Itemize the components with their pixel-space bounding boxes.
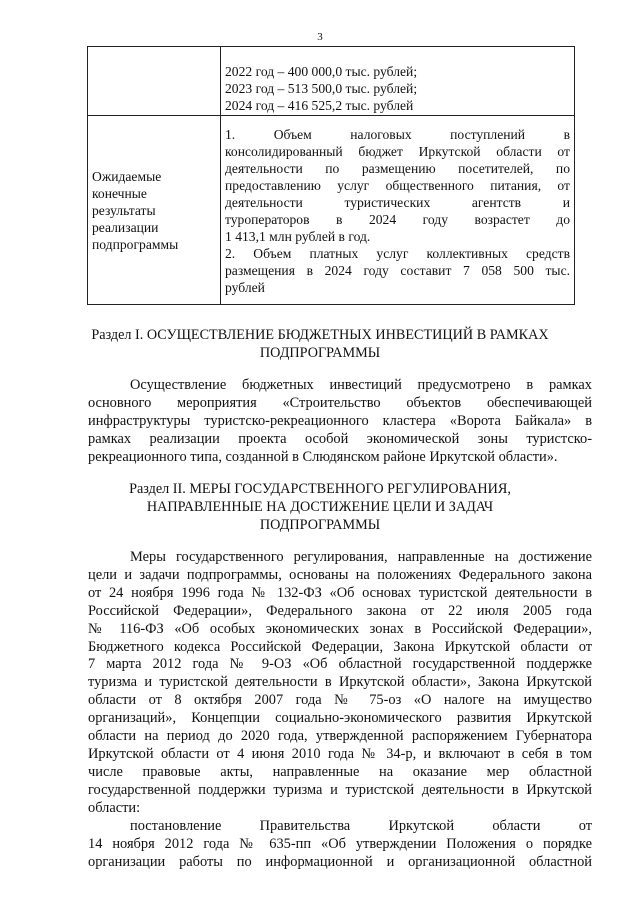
funding-line: 2024 год – 416 525,2 тыс. рублей [225, 98, 414, 113]
section2-paragraph2-line: постановление Правительства Иркутской области от [130, 818, 592, 834]
results-line: 1. Объем налоговых поступлений в [225, 127, 570, 142]
section2-paragraph-line: Меры государственного регулирования, направленные на достижение [130, 549, 592, 565]
section2-title-line: ПОДПРОГРАММЫ [259, 517, 381, 533]
section2-paragraph-line: государственной поддержки туризма и туристской деятельности в Иркутской [88, 781, 592, 798]
section2-paragraph2-line: 14 ноября 2012 года № 635-пп «Об утверждении Положения о порядке [88, 835, 592, 852]
results-label-cell [88, 116, 221, 305]
section2-paragraph2-line: организации работы по информационной и организационной областной [88, 853, 592, 870]
funding-lines [225, 47, 570, 114]
results-label-line: подпрограммы [92, 236, 179, 252]
results-text [225, 116, 570, 304]
section1-paragraph-line: Осуществление бюджетных инвестиций предусмотрено в рамках [130, 377, 592, 393]
results-line: туроператоров в 2024 году возрастет до [225, 212, 570, 227]
section2-paragraph-line: 7 марта 2012 года № 9-ОЗ «Об областной государственной поддержке [88, 656, 592, 673]
section2-title-line: Раздел II. МЕРЫ ГОСУДАРСТВЕННОГО РЕГУЛИРОВАНИЯ, [129, 481, 511, 497]
results-label-line: конечные [92, 185, 147, 201]
results-line: консолидированный бюджет Иркутской области от [225, 144, 570, 159]
section2-paragraph-line: Иркутской области от 4 июня 2010 года № 34-р, и включают в себя в том [88, 745, 592, 762]
section1-paragraph-line: основного мероприятия «Строительство объектов обеспечивающей [88, 394, 592, 411]
results-label-line: реализации [92, 219, 159, 235]
section1-paragraph-line: рекреационного типа, созданной в Слюдянском районе Иркутской области». [88, 448, 558, 465]
section1-title [60, 326, 580, 362]
section2-paragraph-line: Бюджетного кодекса Российской Федерации, Закона Иркутской области от [88, 638, 592, 655]
results-label-line: результаты [92, 202, 156, 218]
section2-paragraph-line: туризма и туристской деятельности в Иркутской области», Закона Иркутской [88, 674, 592, 691]
table-row [88, 47, 575, 116]
section1-title-line: Раздел I. ОСУЩЕСТВЛЕНИЕ БЮДЖЕТНЫХ ИНВЕСТИЦИЙ В РАМКАХ [91, 327, 549, 343]
subprogram-passport-table [87, 46, 575, 305]
section2-title [60, 480, 580, 534]
section2-paragraph [88, 549, 592, 818]
section2-paragraph-line: области от 8 октября 2007 года № 75-оз «О налоге на имущество [88, 692, 592, 709]
results-line: 2. Объем платных услуг коллективных средств [225, 246, 570, 261]
section2-paragraph-line: числе правовые акты, направленные на оказание мер областной [88, 763, 592, 780]
page-number: 3 [317, 31, 323, 43]
results-line: деятельности туристических агентств и [225, 195, 570, 210]
section1-title-line: ПОДПРОГРАММЫ [259, 345, 381, 361]
section2-paragraph-line: № 116-ФЗ «Об особых экономических зонах в Российской Федерации», [88, 620, 592, 637]
section2-paragraph2 [88, 818, 592, 872]
results-line: размещения в 2024 году составит 7 058 500 тыс. [225, 263, 570, 278]
section1-paragraph [88, 377, 592, 467]
section2-title-line: НАПРАВЛЕННЫЕ НА ДОСТИЖЕНИЕ ЦЕЛИ И ЗАДАЧ [146, 499, 494, 515]
table-cell-empty [88, 47, 221, 116]
results-line: 1 413,1 млн рублей в год. [225, 229, 371, 244]
results-line: предоставлению услуг общественного питания, от [225, 178, 570, 193]
section2-paragraph-line: организаций», Концепции социально-экономического развития Иркутской [88, 710, 592, 727]
section2-paragraph-line: от 24 ноября 1996 года № 132-ФЗ «Об основах туристской деятельности в [88, 584, 592, 601]
results-line: деятельности по размещению посетителей, по [225, 161, 570, 176]
section1-paragraph-line: рамках реализации проекта особой экономической зоны туристско- [88, 430, 592, 447]
results-line: рублей [225, 280, 265, 295]
funding-line: 2023 год – 513 500,0 тыс. рублей; [225, 81, 418, 96]
funding-line: 2022 год – 400 000,0 тыс. рублей; [225, 64, 418, 79]
section2-paragraph-line: Российской Федерации», Федерального закона от 22 июля 2005 года [88, 602, 592, 619]
table-row [88, 116, 575, 305]
funding-cell [221, 47, 575, 116]
results-cell [221, 116, 575, 305]
section2-paragraph-line: области: [88, 799, 141, 816]
section2-paragraph-line: области на период до 2020 года, утвержденной распоряжением Губернатора [88, 728, 592, 745]
results-label [92, 168, 216, 253]
section1-paragraph-line: инфраструктуры туристско-рекреационного кластера «Ворота Байкала» в [88, 412, 592, 429]
section2-paragraph-line: цели и задачи подпрограммы, основаны на положениях Федерального закона [88, 566, 592, 583]
results-label-line: Ожидаемые [92, 168, 162, 184]
